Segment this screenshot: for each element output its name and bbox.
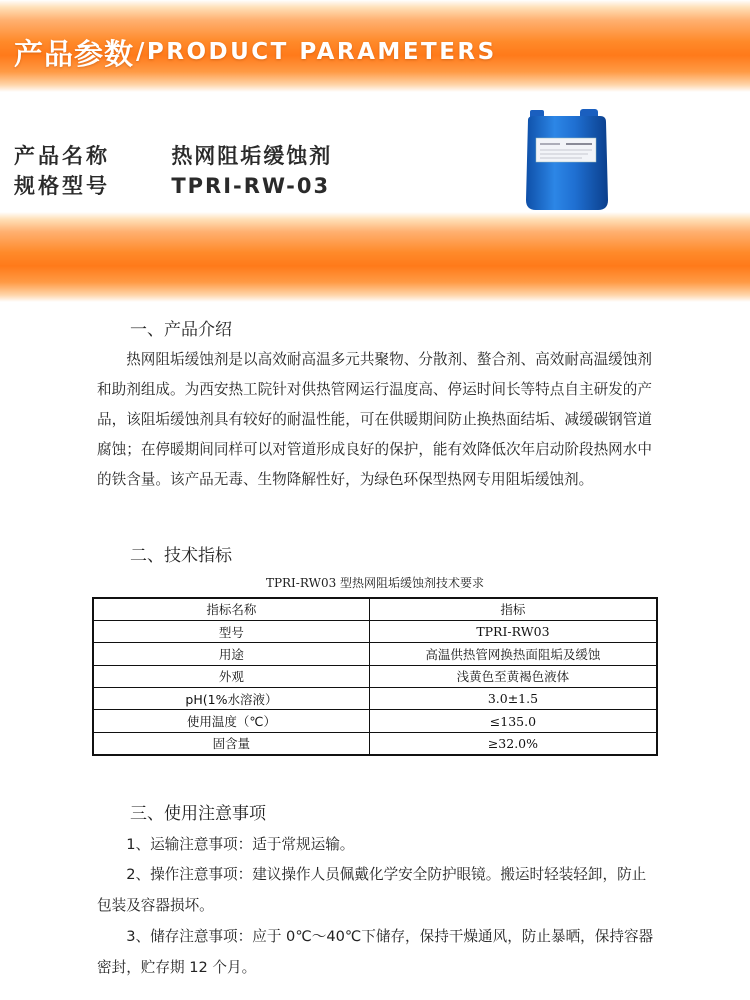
section-title-intro: 一、产品介绍	[130, 320, 232, 340]
table-header-cell: 指标	[369, 598, 657, 620]
product-name-label: 产品名称	[14, 144, 110, 168]
spec-table	[92, 597, 658, 756]
table-cell: pH(1%水溶液）	[93, 688, 369, 710]
table-header-row	[93, 598, 657, 620]
page-title-cn: 产品参数	[14, 36, 135, 71]
product-model-value: TPRI-RW-03	[171, 174, 331, 198]
table-cell: 3.0±1.5	[369, 688, 657, 710]
section-title-spec: 二、技术指标	[130, 546, 232, 566]
table-cell: 型号	[93, 620, 369, 642]
table-cell: 外观	[93, 665, 369, 687]
table-header-cell: 指标名称	[93, 598, 369, 620]
table-cell: ≤135.0	[369, 710, 657, 732]
table-cell: 固含量	[93, 732, 369, 754]
table-cell: ≥32.0%	[369, 732, 657, 754]
table-caption: TPRI-RW03 型热网阻垢缓蚀剂技术要求	[265, 576, 485, 590]
note-operation: 2、操作注意事项：建议操作人员佩戴化学安全防护眼镜。搬运时轻装轻卸，防止包装及容器损坏。	[97, 866, 647, 914]
table-row	[93, 620, 657, 642]
table-row	[93, 732, 657, 754]
table-row	[93, 688, 657, 710]
divider-banner	[0, 212, 750, 302]
product-model-row	[14, 170, 330, 200]
table-row	[93, 710, 657, 732]
table-cell: 高温供热管网换热面阻垢及缓蚀	[369, 643, 657, 665]
table-cell: 使用温度（℃）	[93, 710, 369, 732]
table-row	[93, 643, 657, 665]
table-cell: TPRI-RW03	[369, 620, 657, 642]
product-model-label: 规格型号	[14, 174, 110, 198]
note-storage: 3、储存注意事项：应于 0℃～40℃下储存，保持干燥通风，防止暴晒，保持容器密封，贮存期 12 个月。	[97, 928, 654, 976]
table-cell: 浅黄色至黄褐色液体	[369, 665, 657, 687]
drum-body	[526, 116, 608, 210]
product-name-row	[14, 140, 332, 170]
chemical-drum-image	[522, 104, 612, 214]
page-title-en: /PRODUCT PARAMETERS	[136, 39, 497, 65]
intro-paragraph: 热网阻垢缓蚀剂是以高效耐高温多元共聚物、分散剂、螯合剂、高效耐高温缓蚀剂和助剂组成。为西安热工院针对供热管网运行温度高、停运时间长等特点自主研发的产品，该阻垢缓蚀剂具有较好的耐温性能，可在供暖期间防止换热面结垢、减缓碳钢管道腐蚀；在停暖期间同样可以对管道形成良好的保护，能有效降低次年启动阶段热网水中的铁含量。该产品无毒、生物降解性好，为绿色环保型热网专用阻垢缓蚀剂。	[97, 351, 652, 488]
product-name-value: 热网阻垢缓蚀剂	[171, 144, 333, 168]
note-transport: 1、运输注意事项：适于常规运输。	[126, 836, 355, 853]
table-row	[93, 665, 657, 687]
section-title-notes: 三、使用注意事项	[130, 804, 266, 824]
table-cell: 用途	[93, 643, 369, 665]
page-title	[14, 30, 497, 74]
